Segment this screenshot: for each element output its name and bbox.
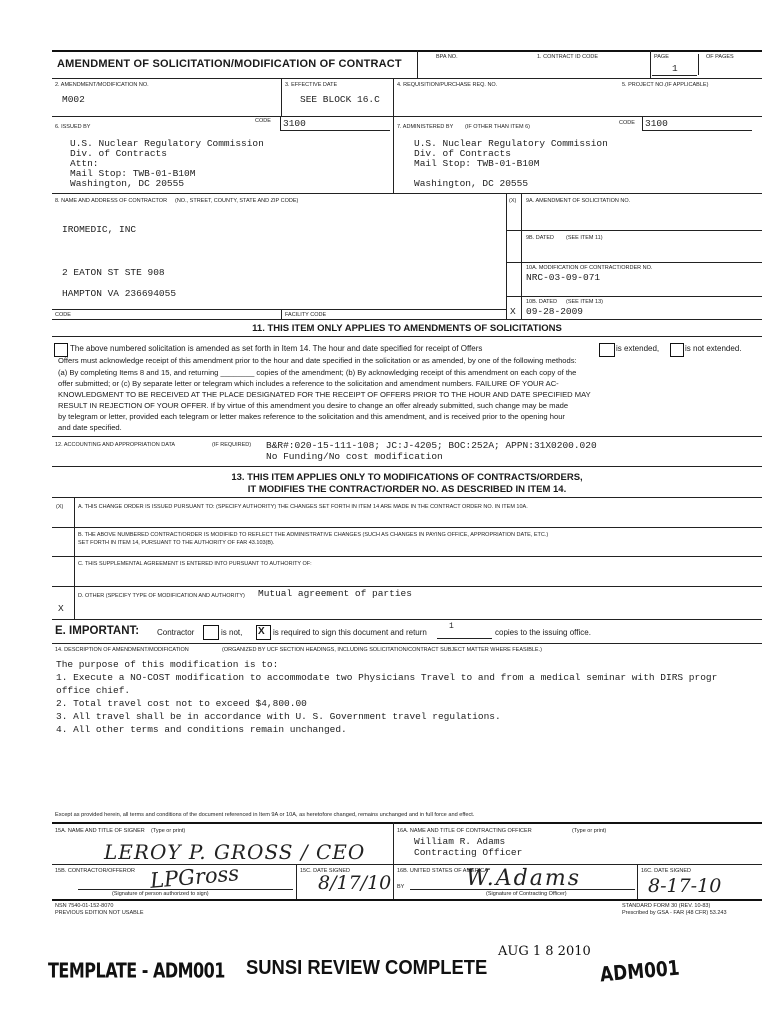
admin-by-line3: Mail Stop: TWB-01-B10M [414,158,540,169]
issued-by-line3: Attn: [70,158,99,169]
important-contractor: Contractor [157,628,195,637]
item13b-text1: B. THE ABOVE NUMBERED CONTRACT/ORDER IS MODIFIED TO REFLECT THE ADMINISTRATIVE CHANGES (SUCH AS CHANGES IN PAYING OFFICE, APPROPRIATION DATE, ETC.) [78,532,549,538]
section13-x-label: (X) [56,504,64,510]
item6-label: 6. ISSUED BY [55,124,91,130]
previous-edition-text: PREVIOUS EDITION NOT USABLE [55,910,144,916]
description-line1: The purpose of this modification is to: [56,659,279,670]
admin-by-line2: Div. of Contracts [414,148,511,159]
section11-line2: Offers must acknowledge receipt of this amendment prior to the hour and date specified in the solicitation or as amended, by one of the following methods: [58,356,577,365]
section11-line6: RESULT IN REJECTION OF YOUR OFFER. If by virtue of this amendment you desire to change an offer already submitted, such change may be made [58,401,569,410]
item7-code: 3100 [645,118,668,129]
item9a-label: 9A. AMENDMENT OF SOLICITATION NO. [526,198,631,204]
item2-label: 2. AMENDMENT/MODIFICATION NO. [55,82,149,88]
item16b-label: 16B. UNITED STATES OF AMERICA [397,868,488,874]
bpa-no-label: BPA NO. [436,54,458,60]
item16c-label: 16C. DATE SIGNED [641,868,692,874]
contractor-name: IROMEDIC, INC [62,224,137,235]
item14-sublabel: (ORGANIZED BY UCF SECTION HEADINGS, INCLUDING SOLICITATION/CONTRACT SUBJECT MATTER WHERE FEASIBLE.) [222,647,542,653]
section11-line8: and date specified. [58,423,122,432]
footer-note: Except as provided herein, all terms and conditions of the document referenced in Item 9A or 10A, as heretofore changed, remains unchanged and in full force and effect. [55,812,475,818]
item8-sublabel: (NO., STREET, COUNTY, STATE AND ZIP CODE) [175,198,299,204]
admin-by-line5: Washington, DC 20555 [414,178,529,189]
item16b-caption: (Signature of Contracting Officer) [486,891,567,897]
section11-line1: The above numbered solicitation is amended as set forth in Item 14. The hour and date specified for receipt of Offers [70,344,483,353]
issued-by-line2: Div. of Contracts [70,148,167,159]
contract-id-label: 1. CONTRACT ID CODE [537,54,599,60]
item12-sublabel: (IF REQUIRED) [212,442,252,448]
item6-code-label: CODE [255,118,271,124]
item6-code: 3100 [283,118,306,129]
item15c-label: 15C. DATE SIGNED [300,868,351,874]
important-is-not: is not, [221,628,243,637]
section11-line7: by telegram or letter, provided each telegram or letter makes reference to the solicitation and this amendment, and is received prior to the opening hour [58,412,565,421]
code-label: CODE [55,312,71,318]
co-date-signed: 8-17-10 [648,875,722,897]
item15a-label: 15A. NAME AND TITLE OF SIGNER [55,828,145,834]
nsn-text: NSN 7540-01-152-8070 [55,903,114,909]
co-name: William R. Adams [414,836,506,847]
is-not-extended-text: is not extended. [685,344,742,353]
item7-label: 7. ADMINISTERED BY [397,124,454,130]
important-copies: copies to the issuing office. [495,628,591,637]
item5-label: 5. PROJECT NO.(IF APPLICABLE) [622,82,709,88]
item15b-caption: (Signature of person authorized to sign) [112,891,209,897]
section13-title2: IT MODIFIES THE CONTRACT/ORDER NO. AS DESCRIBED IN ITEM 14. [247,484,567,495]
item4-label: 4. REQUISITION/PURCHASE REQ. NO. [397,82,498,88]
important-label: E. IMPORTANT: [55,625,140,637]
prescribed-text: Prescribed by GSA - FAR (48 CFR) 53.243 [622,910,727,916]
item16a-sublabel: (Type or print) [572,828,607,834]
item10a-label: 10A. MODIFICATION OF CONTRACT/ORDER NO. [526,265,653,271]
item3-label: 3. EFFECTIVE DATE [285,82,338,88]
item10b-sublabel: (SEE ITEM 13) [566,299,603,305]
section11-checkbox[interactable] [54,343,68,357]
item9b-label: 9B. DATED [526,235,555,241]
item10b-label: 10B. DATED [526,299,558,305]
description-line4: 2. Total travel cost not to exceed $4,800.00 [56,698,307,709]
contractor-signature: LPGross [149,861,240,893]
sunsi-review-stamp: SUNSI REVIEW COMPLETE [246,957,488,979]
effective-date: SEE BLOCK 16.C [300,94,380,105]
co-title: Contracting Officer [414,847,523,858]
important-required: is required to sign this document and return [273,628,427,637]
section11-title: 11. THIS ITEM ONLY APPLIES TO AMENDMENTS OF SOLICITATIONS [252,323,562,334]
item16b-by: BY [397,884,405,890]
accounting-line1: B&R#:020-15-111-108; JC:J-4205; BOC:252A; APPN:31X0200.020 [266,440,597,451]
issued-by-line5: Washington, DC 20555 [70,178,185,189]
contractor-street: 2 EATON ST STE 908 [62,267,165,278]
of-pages-label: OF PAGES [706,54,734,60]
x-column-label: (X) [509,198,517,204]
item15b-label: 15B. CONTRACTOR/OFFEROR [55,868,135,874]
co-signature: W.Adams [466,866,581,891]
admin-by-line1: U.S. Nuclear Regulatory Commission [414,138,608,149]
item10b-x-mark: X [510,306,516,317]
item16a-label: 16A. NAME AND TITLE OF CONTRACTING OFFICER [397,828,532,834]
copies-number: 1 [449,622,454,631]
item15a-sublabel: (Type or print) [151,828,186,834]
section13-title1: 13. THIS ITEM APPLIES ONLY TO MODIFICATIONS OF CONTRACTS/ORDERS, [231,472,583,483]
item13a-text: A. THIS CHANGE ORDER IS ISSUED PURSUANT TO: (SPECIFY AUTHORITY) THE CHANGES SET FORTH IN ITEM 14 ARE MADE IN THE CONTRACT ORDER NO. IN ITEM 10A. [78,504,528,510]
standard-form-text: STANDARD FORM 30 (REV. 10-83) [622,903,711,909]
accounting-line2: No Funding/No cost modification [266,451,443,462]
item7-code-label: CODE [619,120,635,126]
is-not-checkbox[interactable] [203,625,219,640]
description-line3: office chief. [56,685,131,696]
item12-label: 12. ACCOUNTING AND APPROPRIATION DATA [55,442,176,448]
is-required-x: X [258,626,265,637]
item13d-text: D. OTHER (SPECIFY TYPE OF MODIFICATION AND AUTHORITY) [78,593,245,599]
contract-number: NRC-03-09-071 [526,272,601,283]
issued-by-line4: Mail Stop: TWB-01-B10M [70,168,196,179]
section11-line4: offer submitted; or (c) By separate letter or telegram which includes a reference to the solicitation and amendment numbers. FAILURE OF YOUR AC- [58,379,559,388]
section11-line5: KNOWLEDGMENT TO BE RECEIVED AT THE PLACE DESIGNATED FOR THE RECEIPT OF OFFERS PRIOR TO THE HOUR AND DATE SPECIFIED MAY [58,390,591,399]
page-label: PAGE [654,54,669,60]
description-line2: 1. Execute a NO-COST modification to accommodate two Physicians Travel to and from a medical seminar with DIRS progr [56,673,718,683]
form-title: AMENDMENT OF SOLICITATION/MODIFICATION OF CONTRACT [57,58,402,70]
item13d-x-mark: X [58,603,64,614]
is-not-extended-checkbox[interactable] [670,343,684,357]
contract-dated: 09-28-2009 [526,306,584,317]
facility-code-label: FACILITY CODE [285,312,327,318]
description-line6: 4. All other terms and conditions remain unchanged. [56,724,347,735]
template-stamp: TEMPLATE - ADM001 [48,958,225,983]
contractor-city: HAMPTON VA 236694055 [62,288,177,299]
item13d-value: Mutual agreement of parties [258,588,412,599]
description-line5: 3. All travel shall be in accordance with U. S. Government travel regulations. [56,711,501,722]
contractor-date-signed: 8/17/10 [318,872,392,894]
amendment-number: M002 [62,94,85,105]
is-extended-text: is extended, [616,344,660,353]
item13b-text2: SET FORTH IN ITEM 14, PURSUANT TO THE AUTHORITY OF FAR 43.103(B). [78,540,275,546]
is-extended-checkbox[interactable] [599,343,615,357]
date-stamp: AUG 1 8 2010 [498,944,591,959]
signer-name-handwritten: LEROY P. GROSS / CEO [104,840,366,864]
item13c-text: C. THIS SUPPLEMENTAL AGREEMENT IS ENTERED INTO PURSUANT TO AUTHORITY OF: [78,561,312,567]
page-value: 1 [672,63,678,74]
section11-line3: (a) By completing Items 8 and 15, and returning ________ copies of the amendment; (b) By acknowledging receipt of this amendment on each copy of the [58,368,577,377]
item14-label: 14. DESCRIPTION OF AMENDMENT/MODIFICATION [55,647,189,653]
adm-stamp: ADM001 [599,956,681,988]
item7-sublabel: (IF OTHER THAN ITEM 6) [465,124,530,130]
item9b-sublabel: (SEE ITEM 11) [566,235,603,241]
item8-label: 8. NAME AND ADDRESS OF CONTRACTOR [55,198,168,204]
issued-by-line1: U.S. Nuclear Regulatory Commission [70,138,264,149]
